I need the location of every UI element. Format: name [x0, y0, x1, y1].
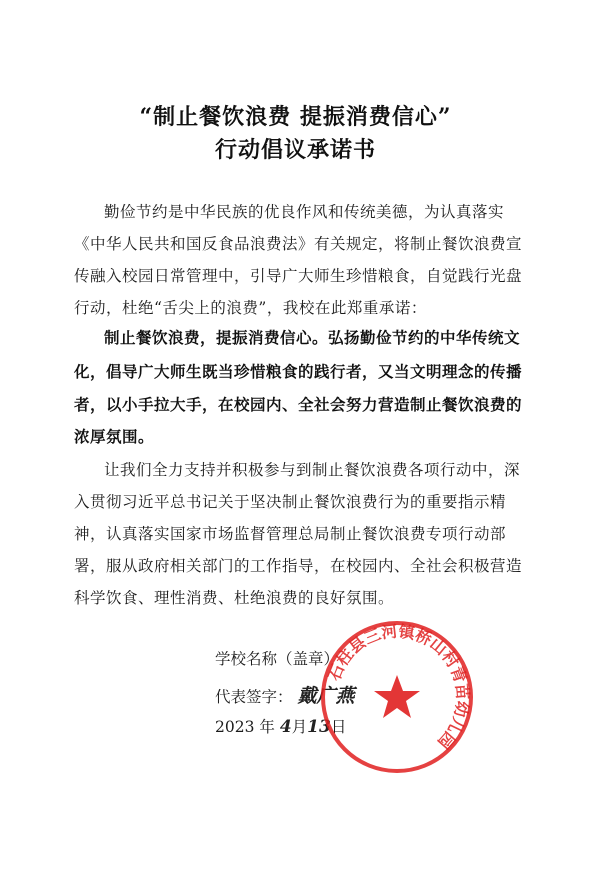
- star-icon: [374, 675, 420, 718]
- paragraph2-line: 浓厚氛围。: [74, 428, 155, 446]
- paragraph1-line: 《中华人民共和国反食品浪费法》有关规定，将制止餐饮浪费宣: [74, 235, 523, 253]
- paragraph3-line: 科学饮食、理性消费、杜绝浪费的良好氛围。: [74, 589, 395, 607]
- date-month-unit: 月: [291, 718, 308, 736]
- paragraph1-line: 勤俭节约是中华民族的优良作风和传统美德，为认真落实: [104, 203, 505, 221]
- handwritten-signature: 戴广燕: [297, 685, 355, 707]
- official-seal-stamp: [317, 617, 477, 777]
- representative-label: 代表签字：: [215, 688, 293, 706]
- paragraph3-line: 让我们全力支持并积极参与到制止餐饮浪费各项行动中，深: [104, 461, 521, 479]
- document-title-line1: “制止餐饮浪费 提振消费信心”: [139, 104, 452, 130]
- paragraph3-line: 入贯彻习近平总书记关于坚决制止餐饮浪费行为的重要指示精: [74, 493, 507, 511]
- date-day-unit: 日: [330, 718, 347, 736]
- date-year: 2023 年: [215, 718, 275, 736]
- paragraph2-line: 制止餐饮浪费，提振消费信心。弘扬勤俭节约的中华传统文: [104, 329, 521, 347]
- date-month-handwritten: 4: [279, 717, 292, 737]
- paragraph3-line: 署，服从政府相关部门的工作指导，在校园内、全社会积极营造: [74, 557, 523, 575]
- school-name-label: 学校名称（盖章）: [215, 650, 340, 668]
- paragraph3-line: 神，认真落实国家市场监督管理总局制止餐饮浪费专项行动部: [74, 525, 507, 543]
- paragraph1-line: 行动，杜绝“舌尖上的浪费”，我校在此郑重承诺：: [74, 299, 427, 317]
- paragraph2-line: 者，以小手拉大手，在校园内、全社会努力营造制止餐饮浪费的: [74, 396, 523, 414]
- document-title-line2: 行动倡议承诺书: [214, 137, 376, 163]
- paragraph1-line: 传融入校园日常管理中，引导广大师生珍惜粮食，自觉践行光盘: [74, 267, 523, 285]
- seal-text: 石柱县三河镇桥山村青苗幼儿园: [324, 621, 473, 753]
- date-day-handwritten: 13: [307, 717, 331, 737]
- paragraph2-line: 化，倡导广大师生既当珍惜粮食的践行者，又当文明理念的传播: [74, 363, 523, 381]
